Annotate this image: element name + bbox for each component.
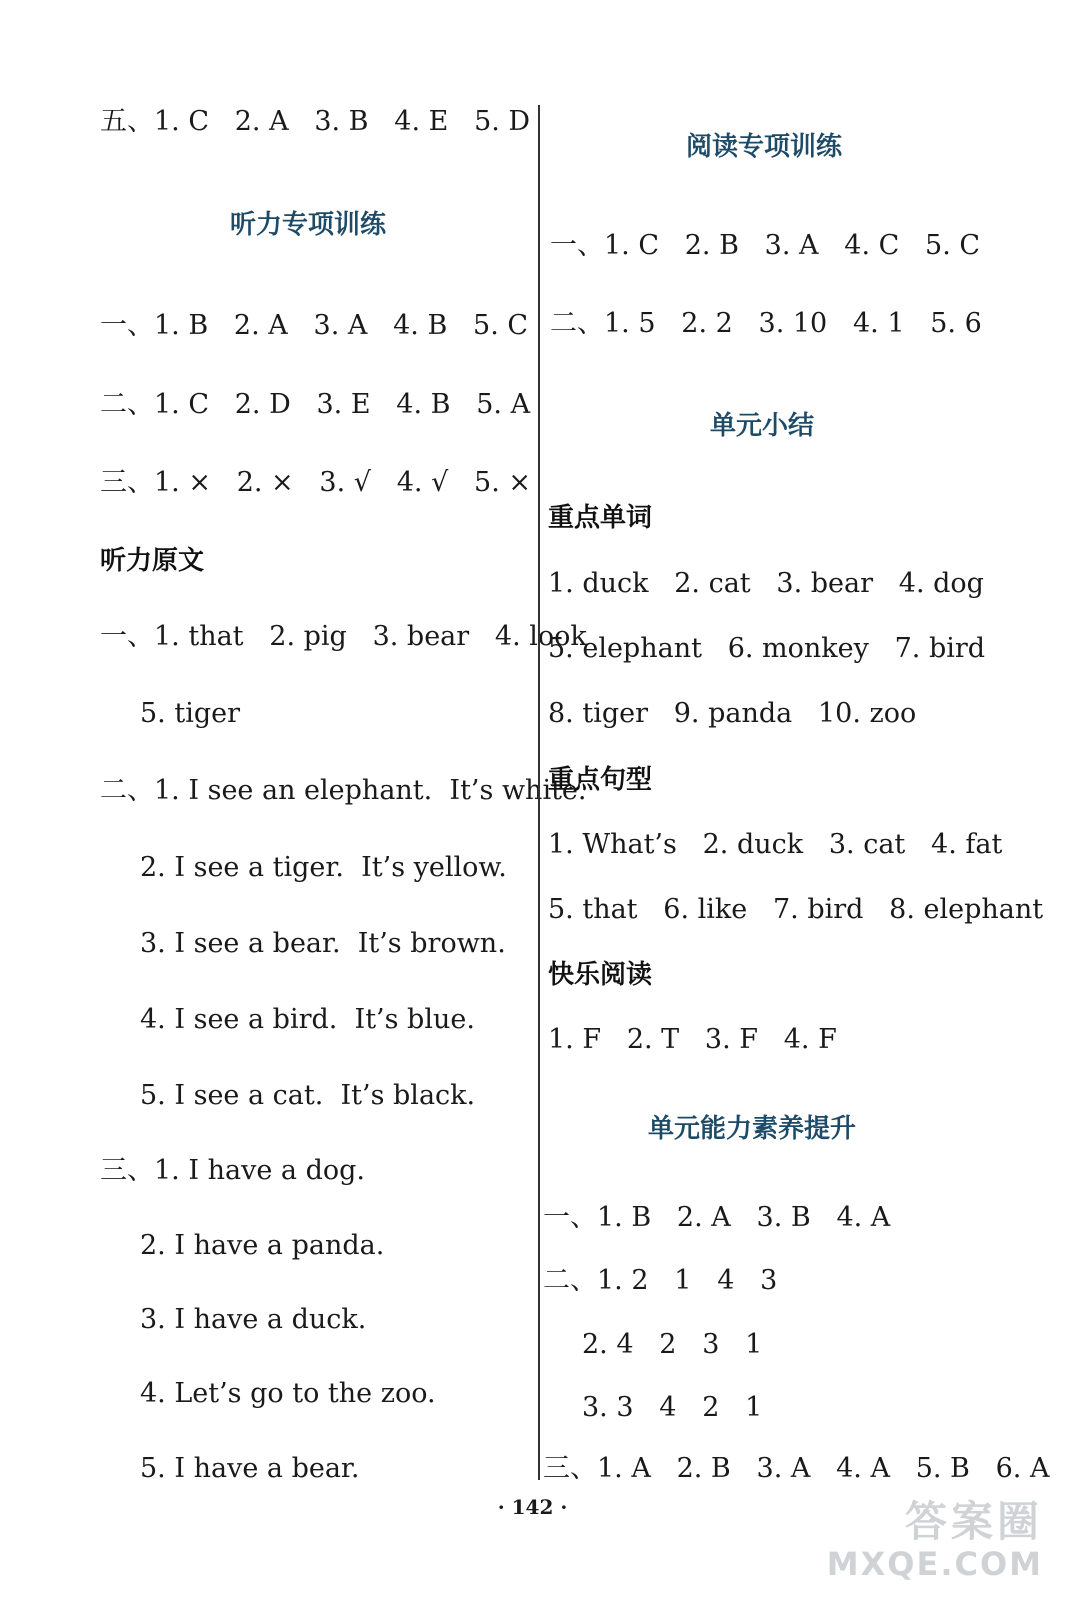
transcript-line: 2. I have a panda.: [140, 1230, 385, 1261]
ability-answer-1: 一、1. B 2. A 3. B 4. A: [543, 1202, 891, 1233]
transcript-line: 3. I have a duck.: [140, 1304, 367, 1335]
subheading-transcript: 听力原文: [100, 546, 205, 576]
subheading-happy-reading: 快乐阅读: [548, 960, 653, 990]
summary-line: 8. tiger 9. panda 10. zoo: [548, 698, 917, 729]
transcript-line: 5. I see a cat. It’s black.: [140, 1080, 476, 1111]
watermark-site-text: MXQE.COM: [826, 1545, 1043, 1583]
reading-answer-2: 二、1. 5 2. 2 3. 10 4. 1 5. 6: [550, 308, 982, 339]
watermark: [827, 1498, 1043, 1582]
listening-answer-1: 一、1. B 2. A 3. A 4. B 5. C: [100, 310, 529, 341]
transcript-line: 2. I see a tiger. It’s yellow.: [140, 852, 507, 883]
watermark-logo-text: 答案圈: [904, 1497, 1043, 1546]
listening-answer-2: 二、1. C 2. D 3. E 4. B 5. A: [100, 389, 531, 420]
summary-line: 5. elephant 6. monkey 7. bird: [548, 633, 986, 664]
section-heading-summary: 单元小结: [710, 411, 815, 441]
summary-line: 1. What’s 2. duck 3. cat 4. fat: [548, 829, 1003, 860]
ability-answer-line: 3. 3 4 2 1: [582, 1392, 763, 1423]
answer-line-5: 五、1. C 2. A 3. B 4. E 5. D: [100, 106, 531, 137]
section-heading-ability: 单元能力素养提升: [648, 1114, 857, 1144]
ability-answer-3: 三、1. A 2. B 3. A 4. A 5. B 6. A: [543, 1453, 1050, 1484]
summary-line: 1. duck 2. cat 3. bear 4. dog: [548, 568, 984, 599]
summary-line: 5. that 6. like 7. bird 8. elephant: [548, 894, 1044, 925]
subheading-key-patterns: 重点句型: [548, 765, 653, 795]
section-heading-listening: 听力专项训练: [230, 210, 387, 240]
ability-answer-2: 二、1. 2 1 4 3: [543, 1265, 778, 1296]
transcript-line: 三、1. I have a dog.: [100, 1155, 365, 1186]
summary-line: 1. F 2. T 3. F 4. F: [548, 1024, 837, 1055]
transcript-line: 5. tiger: [140, 698, 240, 729]
reading-answer-1: 一、1. C 2. B 3. A 4. C 5. C: [550, 230, 981, 261]
column-divider: [538, 105, 540, 1480]
listening-answer-3: 三、1. × 2. × 3. √ 4. √ 5. ×: [100, 467, 531, 498]
subheading-key-words: 重点单词: [548, 503, 653, 533]
ability-answer-line: 2. 4 2 3 1: [582, 1329, 763, 1360]
transcript-line: 一、1. that 2. pig 3. bear 4. look: [100, 621, 587, 652]
section-heading-reading: 阅读专项训练: [686, 132, 843, 162]
transcript-line: 3. I see a bear. It’s brown.: [140, 928, 506, 959]
page-number: · 142 ·: [497, 1495, 568, 1519]
transcript-line: 二、1. I see an elephant. It’s white.: [100, 775, 587, 806]
transcript-line: 4. I see a bird. It’s blue.: [140, 1004, 475, 1035]
transcript-line: 5. I have a bear.: [140, 1453, 360, 1484]
transcript-line: 4. Let’s go to the zoo.: [140, 1378, 436, 1409]
